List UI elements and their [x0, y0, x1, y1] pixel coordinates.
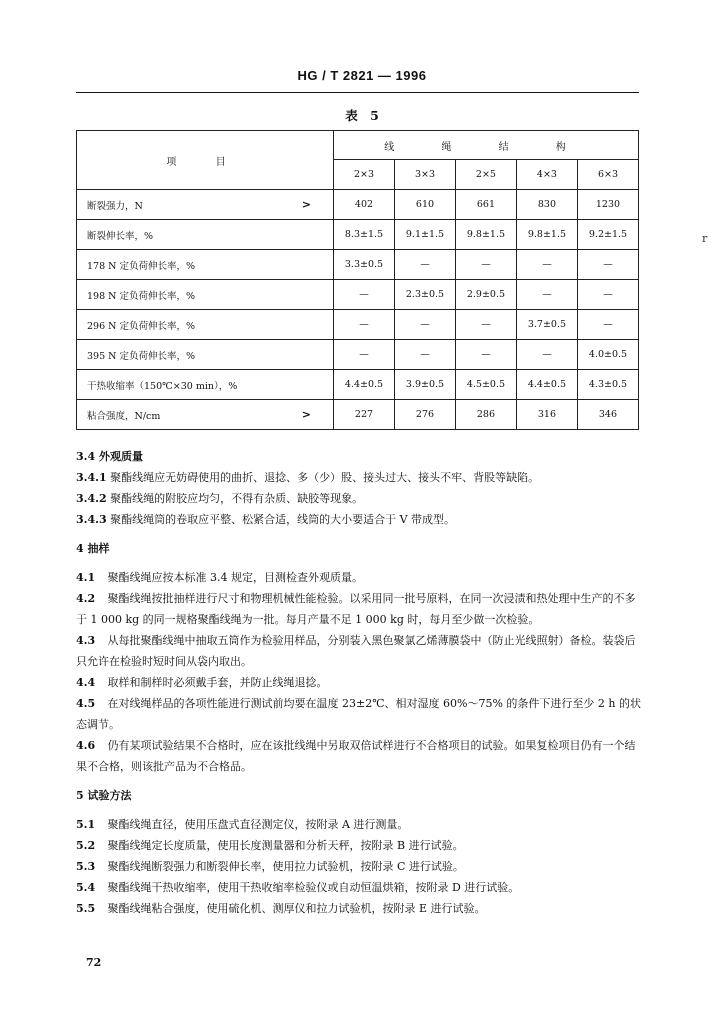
- table-cell: —: [516, 280, 577, 310]
- body-text: [76, 446, 642, 919]
- clause-text: 聚酯线绳的附胶应均匀，不得有杂质、缺胶等现象。: [110, 492, 364, 505]
- table-cell: 830: [516, 190, 577, 220]
- clause-text: 聚酯线绳粘合强度，使用硫化机、测厚仪和拉力试验机，按附录 E 进行试验。: [107, 902, 486, 915]
- clause-number: 4.5: [76, 697, 96, 710]
- row-label-cell: [77, 190, 334, 220]
- greater-than-symbol: >: [301, 407, 311, 421]
- clause: [76, 467, 642, 488]
- row-label-cell: [77, 220, 334, 250]
- clause: [76, 567, 642, 588]
- column-header: 2×5: [455, 160, 516, 190]
- column-header: 3×3: [394, 160, 455, 190]
- table-header-row: [77, 131, 639, 160]
- row-label-cell: [77, 340, 334, 370]
- table-cell: 610: [394, 190, 455, 220]
- row-label: 干热收缩率（150℃×30 min），%: [87, 380, 238, 392]
- page-number: 72: [86, 956, 102, 969]
- clause-text: 聚酯线绳按批抽样进行尺寸和物理机械性能检验。以采用同一批号原料，在同一次浸渍和热处理中生产的不多于 1 000 kg 的同一规格聚酯线绳为一批。每月产量不足 1 000 kg 时，每月至少做一次检验。: [76, 592, 636, 626]
- item-header-cell: 项 目: [77, 131, 334, 190]
- row-label: 296 N 定负荷伸长率，%: [87, 320, 196, 332]
- table-cell: 9.8±1.5: [516, 220, 577, 250]
- clause: [76, 856, 642, 877]
- table-cell: 316: [516, 400, 577, 430]
- margin-mark: r: [702, 232, 708, 245]
- table-cell: 9.1±1.5: [394, 220, 455, 250]
- table-row: [77, 220, 639, 250]
- table-cell: —: [577, 280, 638, 310]
- row-label-cell: [77, 280, 334, 310]
- row-label-cell: [77, 400, 334, 430]
- table-cell: —: [516, 340, 577, 370]
- table-cell: —: [455, 310, 516, 340]
- table-cell: —: [334, 310, 395, 340]
- row-label: 178 N 定负荷伸长率，%: [87, 260, 196, 272]
- table-cell: —: [334, 280, 395, 310]
- clause: [76, 898, 642, 919]
- table-cell: —: [577, 310, 638, 340]
- table-caption: 表 5: [345, 108, 379, 123]
- section-heading: 5 试验方法: [76, 789, 132, 802]
- table-cell: —: [334, 340, 395, 370]
- table-cell: 1230: [577, 190, 638, 220]
- clause: [76, 835, 642, 856]
- clause-number: 4.4: [76, 676, 96, 689]
- clause: [76, 509, 642, 530]
- table-row: [77, 340, 639, 370]
- table-cell: 346: [577, 400, 638, 430]
- clause-text: 聚酯线绳断裂强力和断裂伸长率，使用拉力试验机，按附录 C 进行试验。: [107, 860, 464, 873]
- clause-text: 聚酯线绳筒的卷取应平整、松紧合适，线筒的大小要适合于 V 带成型。: [110, 513, 456, 526]
- row-label: 198 N 定负荷伸长率，%: [87, 290, 196, 302]
- clause-text: 聚酯线绳直径，使用压盘式直径测定仪，按附录 A 进行测量。: [107, 818, 409, 831]
- table-cell: 286: [455, 400, 516, 430]
- clause-number: 3.4.1: [76, 471, 107, 484]
- table-row: [77, 250, 639, 280]
- row-label: 粘合强度，N/cm: [87, 410, 161, 422]
- section-heading: 4 抽样: [76, 542, 110, 555]
- structure-header-cell: 线 绳 结 构: [334, 131, 639, 160]
- row-label-cell: [77, 310, 334, 340]
- row-label: 395 N 定负荷伸长率，%: [87, 350, 196, 362]
- table-cell: 2.3±0.5: [394, 280, 455, 310]
- clause: [76, 814, 642, 835]
- standard-code-header: HG / T 2821 — 1996: [297, 68, 427, 83]
- header-rule: [76, 92, 639, 93]
- table-row: [77, 310, 639, 340]
- table-cell: 402: [334, 190, 395, 220]
- clause-number: 4.3: [76, 634, 96, 647]
- clause: [76, 672, 642, 693]
- table-cell: 227: [334, 400, 395, 430]
- table-cell: 3.7±0.5: [516, 310, 577, 340]
- clause-number: 5.1: [76, 818, 96, 831]
- section-heading: 3.4 外观质量: [76, 450, 143, 463]
- clause-text: 聚酯线绳定长度质量，使用长度测量器和分析天秤，按附录 B 进行试验。: [107, 839, 464, 852]
- clause-text: 在对线绳样品的各项性能进行测试前均要在温度 23±2℃、相对湿度 60%～75% 的条件下进行至少 2 h 的状态调节。: [76, 697, 641, 731]
- clause-number: 3.4.3: [76, 513, 107, 526]
- table-cell: 3.3±0.5: [334, 250, 395, 280]
- clause-number: 3.4.2: [76, 492, 107, 505]
- clause-number: 4.1: [76, 571, 96, 584]
- column-header: 2×3: [334, 160, 395, 190]
- table-cell: —: [455, 340, 516, 370]
- clause: [76, 877, 642, 898]
- column-header: 6×3: [577, 160, 638, 190]
- clause: [76, 588, 642, 630]
- table-cell: —: [577, 250, 638, 280]
- clause-number: 5.2: [76, 839, 96, 852]
- greater-than-symbol: >: [301, 197, 311, 211]
- table-cell: 8.3±1.5: [334, 220, 395, 250]
- clause-number: 5.4: [76, 881, 96, 894]
- table-cell: 4.0±0.5: [577, 340, 638, 370]
- row-label: 断裂强力，N: [87, 200, 143, 212]
- table-cell: 661: [455, 190, 516, 220]
- table-row: [77, 370, 639, 400]
- spec-table: [76, 130, 639, 430]
- clause-text: 聚酯线绳应按本标准 3.4 规定，目测检查外观质量。: [107, 571, 363, 584]
- table-cell: —: [394, 310, 455, 340]
- table-row: [77, 400, 639, 430]
- clause: [76, 630, 642, 672]
- clause-text: 取样和制样时必须戴手套，并防止线绳退捻。: [107, 676, 328, 689]
- table-cell: 4.3±0.5: [577, 370, 638, 400]
- table-cell: 276: [394, 400, 455, 430]
- table-cell: —: [394, 250, 455, 280]
- table-cell: 9.2±1.5: [577, 220, 638, 250]
- clause-number: 4.6: [76, 739, 96, 752]
- clause-text: 仍有某项试验结果不合格时，应在该批线绳中另取双倍试样进行不合格项目的试验。如果复检项目仍有一个结果不合格，则该批产品为不合格品。: [76, 739, 636, 773]
- clause: [76, 693, 642, 735]
- table-cell: 3.9±0.5: [394, 370, 455, 400]
- clause: [76, 735, 642, 777]
- column-header: 4×3: [516, 160, 577, 190]
- row-label: 断裂伸长率，%: [87, 230, 154, 242]
- row-label-cell: [77, 370, 334, 400]
- table-row: [77, 190, 639, 220]
- table-cell: 4.4±0.5: [516, 370, 577, 400]
- clause: [76, 488, 642, 509]
- clause-number: 5.5: [76, 902, 96, 915]
- table-cell: 4.4±0.5: [334, 370, 395, 400]
- clause-number: 4.2: [76, 592, 96, 605]
- clause-number: 5.3: [76, 860, 96, 873]
- clause-text: 聚酯线绳应无妨碍使用的曲折、退捻、多（少）股、接头过大、接头不牢、背股等缺陷。: [110, 471, 540, 484]
- table-cell: 2.9±0.5: [455, 280, 516, 310]
- clause-text: 聚酯线绳干热收缩率，使用干热收缩率检验仪或自动恒温烘箱，按附录 D 进行试验。: [107, 881, 520, 894]
- table-cell: 4.5±0.5: [455, 370, 516, 400]
- table-row: [77, 280, 639, 310]
- table-cell: —: [455, 250, 516, 280]
- table-cell: 9.8±1.5: [455, 220, 516, 250]
- table-cell: —: [516, 250, 577, 280]
- row-label-cell: [77, 250, 334, 280]
- clause-text: 从每批聚酯线绳中抽取五筒作为检验用样品，分别装入黑色聚氯乙烯薄膜袋中（防止光线照射）备检。装袋后只允许在检验时短时间从袋内取出。: [76, 634, 636, 668]
- table-cell: —: [394, 340, 455, 370]
